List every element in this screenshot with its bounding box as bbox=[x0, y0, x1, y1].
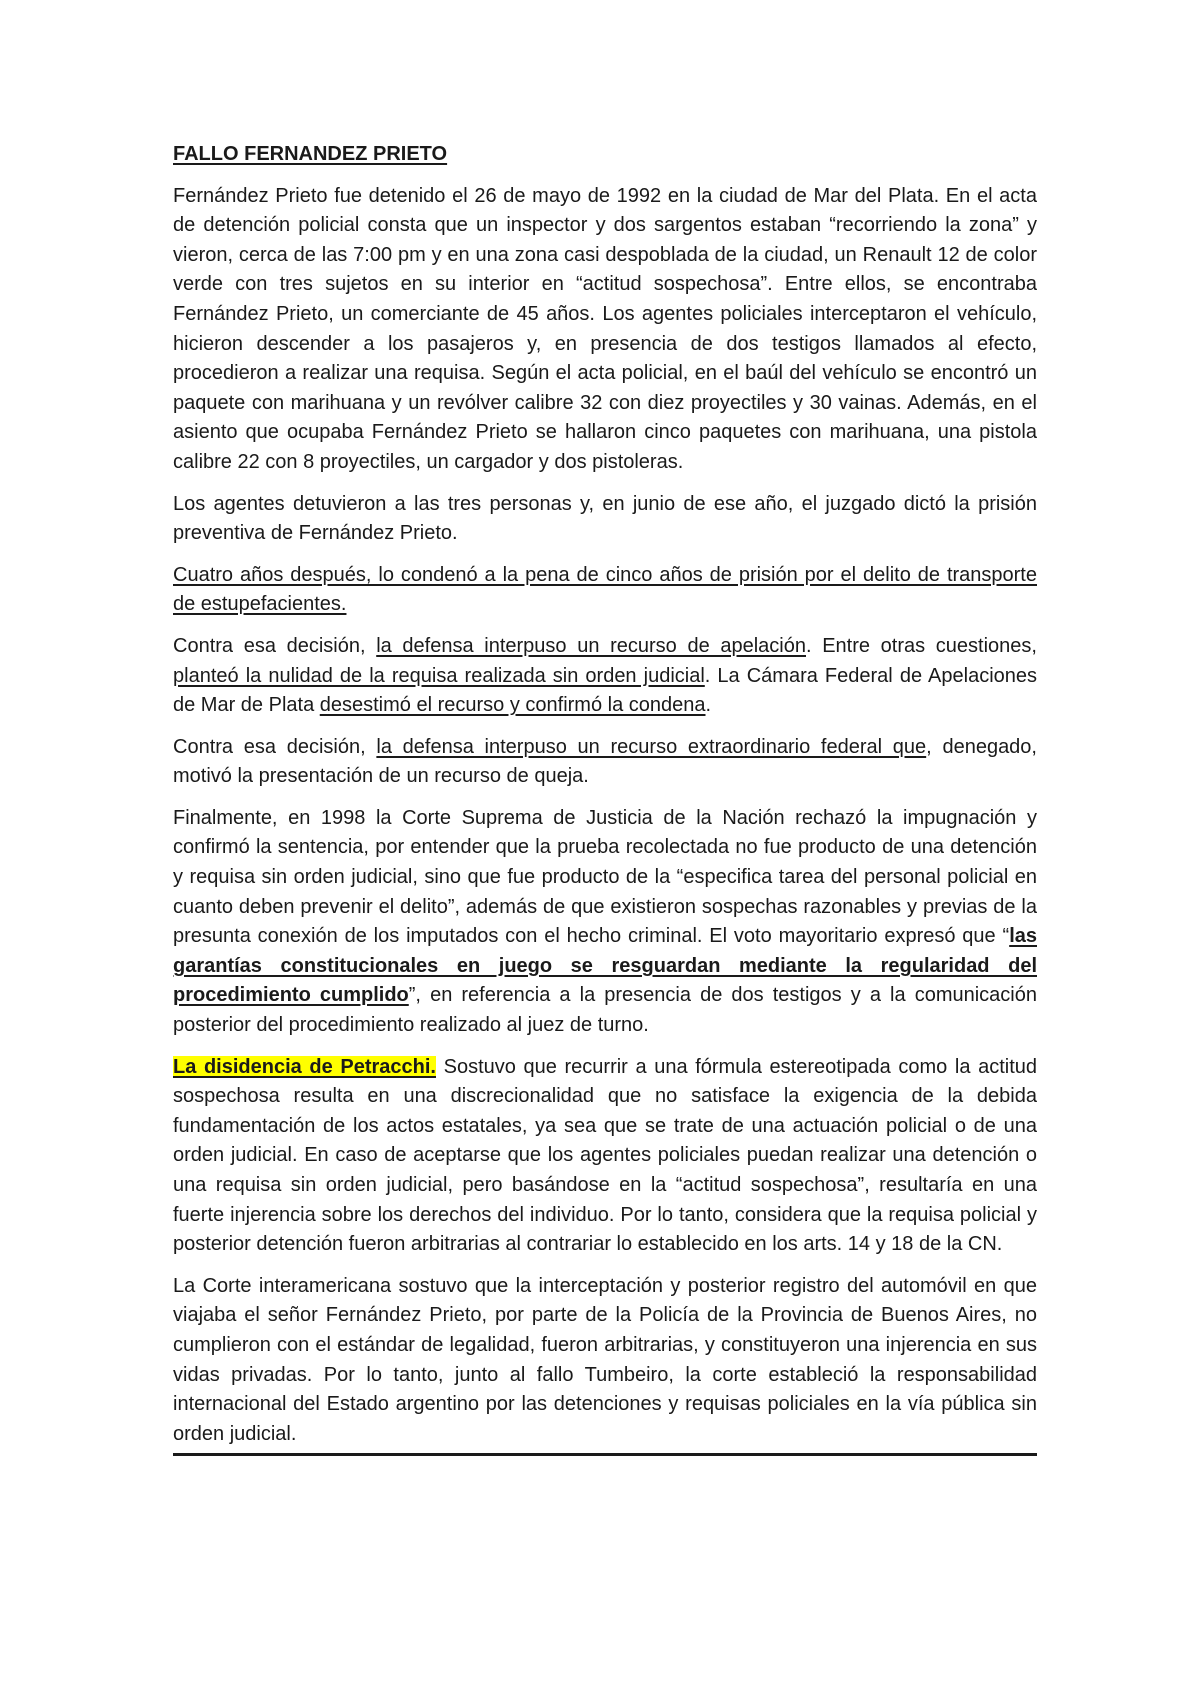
document-page bbox=[173, 140, 1037, 1456]
appeal-text-3: . La Cámara Federal de Apelaciones de Mar de Plata bbox=[173, 664, 1038, 717]
appeal-text-4: . bbox=[705, 694, 712, 717]
paragraph-facts: Fernández Prieto fue detenido el 26 de mayo de 1992 en la ciudad de Mar del Plata. En el acta de detención policial consta que un inspector y dos sargentos estaban “recorriendo la zona” y vieron, cerca de las 7:00 pm y en una zona casi despoblada de la ciudad, un Renault 12 de color verde con tres sujetos en su interior en “actitud sospechosa”. Entre ellos, se encontraba Fernández Prieto, un comerciante de 45 años. Los agentes policiales interceptaron el vehículo, hicieron descender a los pasajeros y, en presencia de dos testigos llamados al efecto, procedieron a realizar una requisa. Según el acta policial, en el baúl del vehículo se encontró un paquete con marihuana y un revólver calibre 32 con diez proyectiles y 30 vainas. Además, en el asiento que ocupaba Fernández Prieto se hallaron cinco paquetes con marihuana, una pistola calibre 22 con 8 proyectiles, un cargador y dos pistoleras. bbox=[173, 184, 1037, 473]
paragraph-extraordinary-appeal bbox=[173, 733, 1037, 792]
supreme-court-text-1: Finalmente, en 1998 la Corte Suprema de Justicia de la Nación rechazó la impugnación y confirmó la sentencia, por entender que la prueba recolectada no fue producto de una detención y requisa sin orden judicial, sino que fue producto de la “especifica tarea del personal policial en cuanto deben prevenir el delito”, además de que existieron sospechas razonables y previas de la presunta conexión de los imputados con el hecho criminal. El voto mayoritario expresó que “ bbox=[173, 806, 1037, 948]
extraordinary-underlined: la defensa interpuso un recurso extraordinario federal que bbox=[376, 735, 927, 758]
dissent-highlighted-heading: La disidencia de Petracchi. bbox=[173, 1055, 436, 1078]
dissent-text: Sostuvo que recurrir a una fórmula estereotipada como la actitud sospechosa resulta en una discrecionalidad que no satisface la exigencia de la debida fundamentación de los actos estatales, ya sea que se trate de una actuación policial o de una orden judicial. En caso de aceptarse que los agentes policiales puedan realizar una detención o una requisa sin orden judicial, pero basándose en la “actitud sospechosa”, resultaría en una fuerte injerencia sobre los derechos del individuo. Por lo tanto, considera que la requisa policial y posterior detención fueron arbitrarias al contrariar lo establecido en los arts. 14 y 18 de la CN. bbox=[173, 1055, 1037, 1256]
paragraph-appeal bbox=[173, 632, 1037, 721]
appeal-underlined-2: planteó la nulidad de la requisa realizada sin orden judicial bbox=[173, 664, 705, 687]
appeal-underlined-1: la defensa interpuso un recurso de apelación bbox=[376, 634, 806, 657]
paragraph-conviction bbox=[173, 561, 1037, 620]
paragraph-inter-american-court: La Corte interamericana sostuvo que la interceptación y posterior registro del automóvil en que viajaba el señor Fernández Prieto, por parte de la Policía de la Provincia de Buenos Aires, no cumplieron con el estándar de legalidad, fueron arbitrarias, y constituyeron una injerencia en sus vidas privadas. Por lo tanto, junto al fallo Tumbeiro, la corte estableció la responsabilidad internacional del Estado argentino por las detenciones y requisas policiales en la vía pública sin orden judicial. bbox=[173, 1272, 1037, 1457]
paragraph-supreme-court bbox=[173, 804, 1037, 1041]
majority-quote: las garantías constitucionales en juego se resguardan mediante la regularidad del procedimiento cumplido bbox=[173, 925, 1037, 1007]
conviction-underlined-text: Cuatro años después, lo condenó a la pena de cinco años de prisión por el delito de transporte de estupefacientes. bbox=[173, 563, 1037, 616]
appeal-text-2: . Entre otras cuestiones, bbox=[806, 634, 1037, 657]
appeal-underlined-3: desestimó el recurso y confirmó la condena bbox=[319, 694, 706, 717]
supreme-court-text-2: ”, en referencia a la presencia de dos testigos y a la comunicación posterior del procedimiento realizado al juez de turno. bbox=[173, 984, 1037, 1037]
extraordinary-text-2: , denegado, motivó la presentación de un recurso de queja. bbox=[173, 735, 1037, 788]
extraordinary-text-1: Contra esa decisión, bbox=[173, 735, 377, 758]
appeal-text-1: Contra esa decisión, bbox=[173, 634, 377, 657]
document-title: FALLO FERNANDEZ PRIETO bbox=[173, 143, 448, 165]
paragraph-detention: Los agentes detuvieron a las tres personas y, en junio de ese año, el juzgado dictó la prisión preventiva de Fernández Prieto. bbox=[173, 492, 1037, 545]
paragraph-dissent bbox=[173, 1053, 1037, 1260]
